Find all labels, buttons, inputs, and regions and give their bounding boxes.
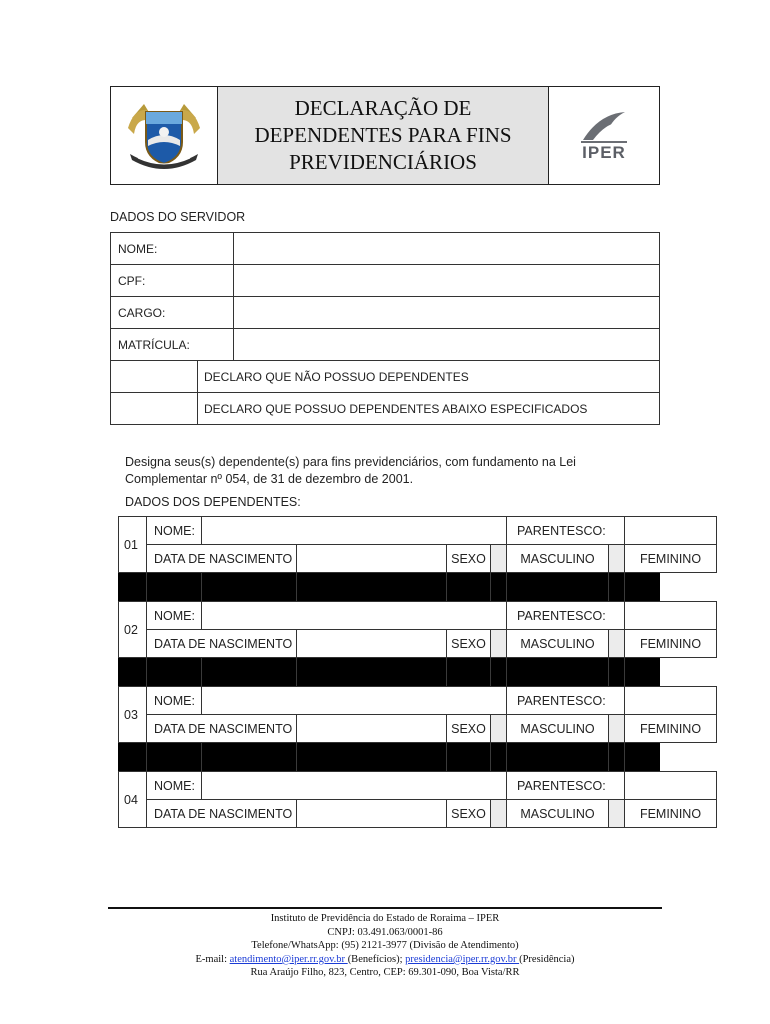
cargo-label: CARGO: — [111, 297, 234, 329]
masculino-label: MASCULINO — [507, 630, 609, 658]
dependent-number: 04 — [119, 772, 147, 828]
feminino-label: FEMININO — [625, 800, 717, 828]
dependent-number: 02 — [119, 602, 147, 658]
title-line-2: DEPENDENTES PARA FINS — [254, 123, 512, 147]
dependent-nome-input[interactable] — [202, 517, 507, 545]
data-nascimento-label: DATA DE NASCIMENTO — [147, 800, 297, 828]
footer-institution: Instituto de Previdência do Estado de Roraima – IPER — [270, 913, 500, 924]
separator-bar — [118, 743, 660, 771]
parentesco-label: PARENTESCO: — [507, 517, 625, 545]
table-row — [111, 361, 660, 393]
feminino-checkbox[interactable] — [609, 715, 625, 743]
masculino-checkbox[interactable] — [491, 715, 507, 743]
cpf-label: CPF: — [111, 265, 234, 297]
table-row — [111, 329, 660, 361]
table-row — [119, 772, 717, 800]
parentesco-label: PARENTESCO: — [507, 687, 625, 715]
table-row — [111, 265, 660, 297]
has-dependents-checkbox[interactable] — [111, 393, 198, 425]
table-row — [119, 715, 717, 743]
nome-label: NOME: — [147, 772, 202, 800]
footer-address: Rua Araújo Filho, 823, Centro, CEP: 69.301-090, Boa Vista/RR — [250, 967, 520, 979]
feminino-label: FEMININO — [625, 545, 717, 573]
title-line-1: DECLARAÇÃO DE — [294, 96, 472, 120]
nome-label: NOME: — [147, 602, 202, 630]
parentesco-label: PARENTESCO: — [507, 772, 625, 800]
masculino-checkbox[interactable] — [491, 630, 507, 658]
matricula-input[interactable] — [234, 329, 660, 361]
iper-logo-icon — [579, 110, 629, 144]
footer-cnpj: CNPJ: 03.491.063/0001-86 — [327, 926, 443, 938]
footer — [108, 912, 662, 980]
table-row — [119, 800, 717, 828]
nome-input[interactable] — [234, 233, 660, 265]
designation-paragraph — [125, 454, 576, 488]
dependent-data-nascimento-input[interactable] — [297, 630, 447, 658]
dependent-block-1 — [118, 516, 717, 573]
feminino-checkbox[interactable] — [609, 545, 625, 573]
data-nascimento-label: DATA DE NASCIMENTO — [147, 715, 297, 743]
coat-of-arms-icon — [124, 100, 204, 172]
table-row — [119, 630, 717, 658]
email-link-presidencia[interactable]: presidencia@iper.rr.gov.br — [405, 953, 520, 965]
footer-email-prefix: E-mail: — [195, 953, 230, 965]
table-row — [111, 233, 660, 265]
feminino-checkbox[interactable] — [609, 630, 625, 658]
dependent-parentesco-input[interactable] — [625, 687, 717, 715]
sexo-label: SEXO — [447, 800, 491, 828]
feminino-label: FEMININO — [625, 630, 717, 658]
dependent-data-nascimento-input[interactable] — [297, 715, 447, 743]
nome-label: NOME: — [111, 233, 234, 265]
dependent-block-3 — [118, 686, 717, 743]
table-row — [119, 602, 717, 630]
table-row — [119, 687, 717, 715]
table-row — [111, 393, 660, 425]
sexo-label: SEXO — [447, 545, 491, 573]
data-nascimento-label: DATA DE NASCIMENTO — [147, 630, 297, 658]
nome-label: NOME: — [147, 517, 202, 545]
footer-email2-note: (Presidência) — [519, 953, 575, 965]
nome-label: NOME: — [147, 687, 202, 715]
masculino-checkbox[interactable] — [491, 545, 507, 573]
footer-phone: Telefone/WhatsApp: (95) 2121-3977 (Divisão de Atendimento) — [251, 940, 519, 952]
iper-logo — [549, 87, 659, 184]
masculino-checkbox[interactable] — [491, 800, 507, 828]
servidor-table — [110, 232, 660, 425]
cpf-input[interactable] — [234, 265, 660, 297]
document-title — [254, 95, 511, 176]
dependent-block-4 — [118, 771, 717, 828]
table-row — [111, 297, 660, 329]
no-dependents-checkbox[interactable] — [111, 361, 198, 393]
feminino-label: FEMININO — [625, 715, 717, 743]
no-dependents-label: DECLARO QUE NÃO POSSUO DEPENDENTES — [198, 361, 660, 393]
sexo-label: SEXO — [447, 630, 491, 658]
data-nascimento-label: DATA DE NASCIMENTO — [147, 545, 297, 573]
dependent-data-nascimento-input[interactable] — [297, 800, 447, 828]
table-row — [119, 517, 717, 545]
has-dependents-label: DECLARO QUE POSSUO DEPENDENTES ABAIXO ESPECIFICADOS — [198, 393, 660, 425]
title-line-3: PREVIDENCIÁRIOS — [289, 150, 477, 174]
iper-logo-text: IPER — [582, 142, 626, 162]
dependent-number: 03 — [119, 687, 147, 743]
dependent-block-2 — [118, 601, 717, 658]
dependent-parentesco-input[interactable] — [625, 772, 717, 800]
dependent-nome-input[interactable] — [202, 602, 507, 630]
footer-divider — [108, 907, 662, 909]
feminino-checkbox[interactable] — [609, 800, 625, 828]
footer-email1-note: (Benefícios); — [347, 953, 406, 965]
roraima-coat-of-arms — [111, 87, 218, 184]
table-row — [119, 545, 717, 573]
email-link-atendimento[interactable]: atendimento@iper.rr.gov.br — [229, 953, 348, 965]
masculino-label: MASCULINO — [507, 800, 609, 828]
matricula-label: MATRÍCULA: — [111, 329, 234, 361]
dependent-nome-input[interactable] — [202, 772, 507, 800]
separator-bar — [118, 658, 660, 686]
cargo-input[interactable] — [234, 297, 660, 329]
dependent-nome-input[interactable] — [202, 687, 507, 715]
title-box — [218, 87, 549, 184]
separator-bar — [118, 573, 660, 601]
paragraph-line-1: Designa seus(s) dependente(s) para fins previdenciários, com fundamento na Lei — [125, 455, 576, 469]
masculino-label: MASCULINO — [507, 715, 609, 743]
sexo-label: SEXO — [447, 715, 491, 743]
footer-email — [108, 953, 662, 967]
dependentes-section-label: DADOS DOS DEPENDENTES: — [125, 495, 301, 509]
dependent-parentesco-input[interactable] — [625, 517, 717, 545]
dependent-data-nascimento-input[interactable] — [297, 545, 447, 573]
dependent-number: 01 — [119, 517, 147, 573]
document-header — [110, 86, 660, 185]
parentesco-label: PARENTESCO: — [507, 602, 625, 630]
paragraph-line-2: Complementar nº 054, de 31 de dezembro de 2001. — [125, 472, 414, 486]
servidor-section-label: DADOS DO SERVIDOR — [110, 210, 246, 224]
dependent-parentesco-input[interactable] — [625, 602, 717, 630]
masculino-label: MASCULINO — [507, 545, 609, 573]
